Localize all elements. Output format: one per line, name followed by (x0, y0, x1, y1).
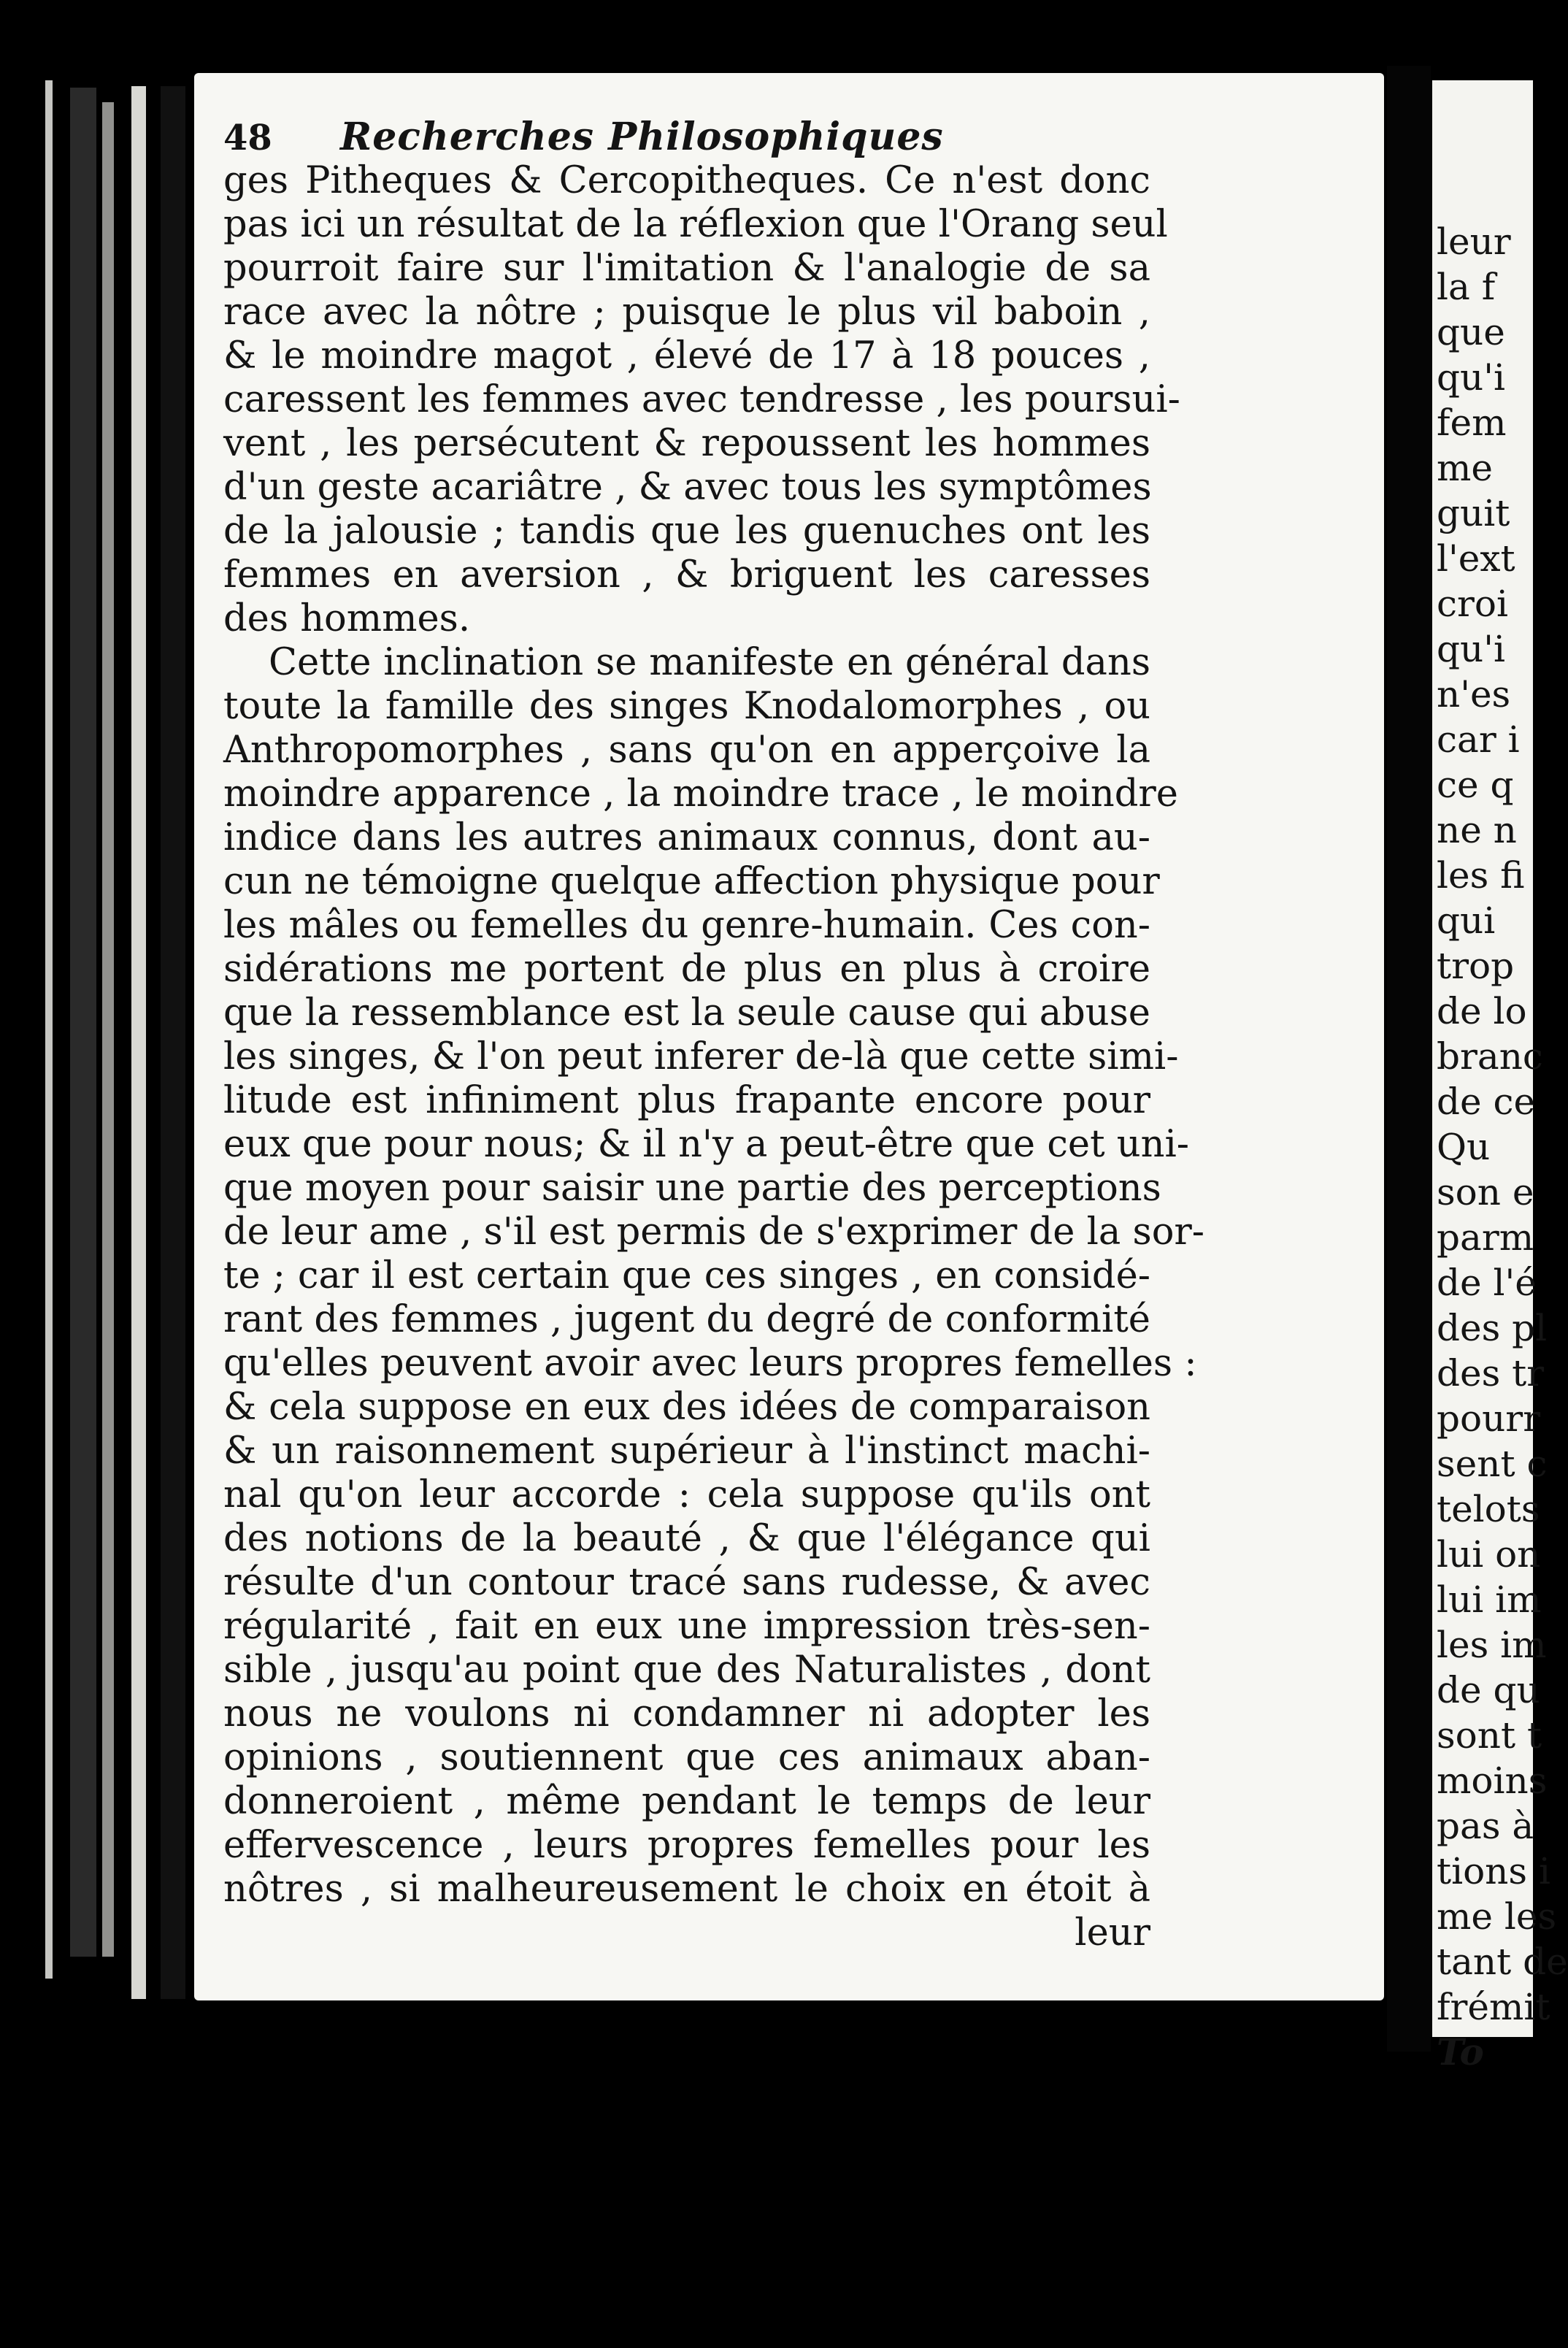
text-line: femmes en aversion , & briguent les caresses (223, 553, 1150, 596)
text-line: des hommes. (223, 597, 471, 640)
text-line: & cela suppose en eux des idées de comparaison (223, 1386, 1150, 1429)
facing-text-fragment: me (1437, 447, 1494, 489)
text-line: que moyen pour saisir une partie des perceptions (223, 1167, 1161, 1210)
text-line: d'un geste acariâtre , & avec tous les symptômes (223, 466, 1152, 509)
facing-text-fragment: trop (1437, 945, 1515, 987)
text-line: qu'elles peuvent avoir avec leurs propres femelles : (223, 1342, 1197, 1385)
book-binding-shadow (161, 86, 185, 1999)
text-line: de leur ame , s'il est permis de s'exprimer de la sor- (223, 1211, 1205, 1254)
facing-text-fragment: de qu (1437, 1669, 1540, 1711)
text-line: régularité , fait en eux une impression très-sen- (223, 1605, 1150, 1648)
facing-text-fragment: tant de (1437, 1941, 1568, 1983)
facing-text-fragment: les fi (1437, 854, 1525, 897)
facing-text-fragment: l'ext (1437, 537, 1515, 580)
facing-text-fragment: les im (1437, 1624, 1547, 1666)
running-title: Recherches Philosophiques (340, 115, 944, 159)
facing-text-fragment: frémit (1437, 1986, 1550, 2028)
facing-text-fragment: moins (1437, 1760, 1548, 1802)
facing-text-fragment: qu'i (1437, 628, 1505, 670)
text-line: eux que pour nous; & il n'y a peut-être que cet uni- (223, 1123, 1190, 1166)
text-line: résulte d'un contour tracé sans rudesse, & avec (223, 1561, 1150, 1604)
facing-text-fragment: sont t (1437, 1714, 1542, 1757)
text-line: sidérations me portent de plus en plus à croire (223, 948, 1150, 991)
facing-text-fragment: de l'é (1437, 1262, 1537, 1304)
facing-text-fragment: sent c (1437, 1443, 1548, 1485)
text-line: te ; car il est certain que ces singes , en considé- (223, 1254, 1150, 1297)
text-line: Anthropomorphes , sans qu'on en apperçoive la (223, 729, 1150, 772)
facing-text-fragment: guit (1437, 492, 1510, 534)
facing-text-fragment: de lo (1437, 990, 1527, 1032)
text-line: race avec la nôtre ; puisque le plus vil baboin , (223, 291, 1150, 334)
book-edge-strip (70, 88, 96, 1957)
facing-catchword: To (1437, 2030, 1484, 2073)
text-line: pas ici un résultat de la réflexion que l'Orang seul (223, 203, 1168, 246)
body-text (223, 159, 1205, 1911)
text-line: les mâles ou femelles du genre-humain. Ces con- (223, 904, 1150, 947)
text-line: indice dans les autres animaux connus, dont au- (223, 816, 1150, 859)
facing-text-fragment: pas à (1437, 1805, 1534, 1847)
text-line: sible , jusqu'au point que des Naturalistes , dont (223, 1649, 1150, 1692)
facing-text-fragment: telots (1437, 1488, 1540, 1530)
page-number: 48 (223, 118, 272, 158)
facing-text-fragment: car i (1437, 718, 1520, 761)
text-line: moindre apparence , la moindre trace , le moindre (223, 772, 1178, 816)
text-line: nous ne voulons ni condamner ni adopter les (223, 1692, 1150, 1735)
book-edge-strip (131, 86, 146, 1999)
facing-text-fragment: tions i (1437, 1850, 1550, 1892)
facing-text-fragment: n'es (1437, 673, 1511, 715)
book-edge-strip (102, 102, 114, 1957)
text-line: caressent les femmes avec tendresse , les poursui- (223, 378, 1180, 421)
facing-text-fragment: pourr (1437, 1397, 1541, 1440)
text-line: nôtres , si malheureusement le choix en étoit à (223, 1868, 1150, 1911)
text-line: vent , les persécutent & repoussent les hommes (223, 422, 1150, 465)
catchword-row (223, 1911, 1150, 1955)
text-line: & le moindre magot , élevé de 17 à 18 pouces , (223, 334, 1150, 377)
text-line: cun ne témoigne quelque affection physique pour (223, 860, 1160, 903)
facing-page-text (1437, 219, 1568, 2075)
text-line: pourroit faire sur l'imitation & l'analogie de sa (223, 247, 1150, 290)
text-line: opinions , soutiennent que ces animaux aban- (223, 1736, 1150, 1779)
text-line: que la ressemblance est la seule cause qui abuse (223, 991, 1150, 1035)
book-edge-strip (45, 80, 53, 1979)
facing-text-fragment: parm (1437, 1216, 1534, 1259)
facing-text-fragment: fem (1437, 402, 1507, 444)
facing-text-fragment: la f (1437, 266, 1496, 308)
facing-text-fragment: que (1437, 311, 1505, 353)
facing-text-fragment: ce q (1437, 764, 1514, 806)
text-line: ges Pitheques & Cercopitheques. Ce n'est donc (223, 159, 1150, 202)
text-line: effervescence , leurs propres femelles pour les (223, 1824, 1150, 1867)
text-line: de la jalousie ; tandis que les guenuches ont les (223, 510, 1150, 553)
catchword: leur (1075, 1911, 1150, 1954)
facing-text-fragment: Qu (1437, 1126, 1491, 1168)
text-line: & un raisonnement supérieur à l'instinct machi- (223, 1430, 1150, 1473)
facing-text-fragment: me les (1437, 1895, 1557, 1938)
facing-text-fragment: son e (1437, 1171, 1534, 1213)
text-line: donneroient , même pendant le temps de leur (223, 1780, 1150, 1823)
text-line: des notions de la beauté , & que l'élégance qui (223, 1517, 1150, 1560)
facing-text-fragment: de ce (1437, 1081, 1536, 1123)
text-line: Cette inclination se manifeste en général dans (269, 641, 1150, 684)
facing-text-fragment: branc (1437, 1035, 1543, 1078)
facing-text-fragment: lui on (1437, 1533, 1541, 1576)
text-line: nal qu'on leur accorde : cela suppose qu'ils ont (223, 1473, 1150, 1516)
text-line: litude est infiniment plus frapante encore pour (223, 1079, 1150, 1122)
facing-text-fragment: ne n (1437, 809, 1517, 851)
page-text-block (223, 115, 1205, 1955)
text-line: toute la famille des singes Knodalomorphes , ou (223, 685, 1150, 728)
text-line: rant des femmes , jugent du degré de conformité (223, 1298, 1150, 1341)
facing-text-fragment: des tr (1437, 1352, 1545, 1394)
text-line: les singes, & l'on peut inferer de-là que cette simi- (223, 1035, 1179, 1078)
facing-text-fragment: croi (1437, 583, 1508, 625)
facing-text-fragment: qui (1437, 899, 1496, 942)
page-gutter (1387, 66, 1431, 2052)
facing-text-fragment: des pl (1437, 1307, 1548, 1349)
facing-text-fragment: leur (1437, 220, 1511, 263)
facing-text-fragment: lui im (1437, 1578, 1542, 1621)
page-header (223, 115, 1150, 159)
facing-text-fragment: qu'i (1437, 356, 1505, 399)
